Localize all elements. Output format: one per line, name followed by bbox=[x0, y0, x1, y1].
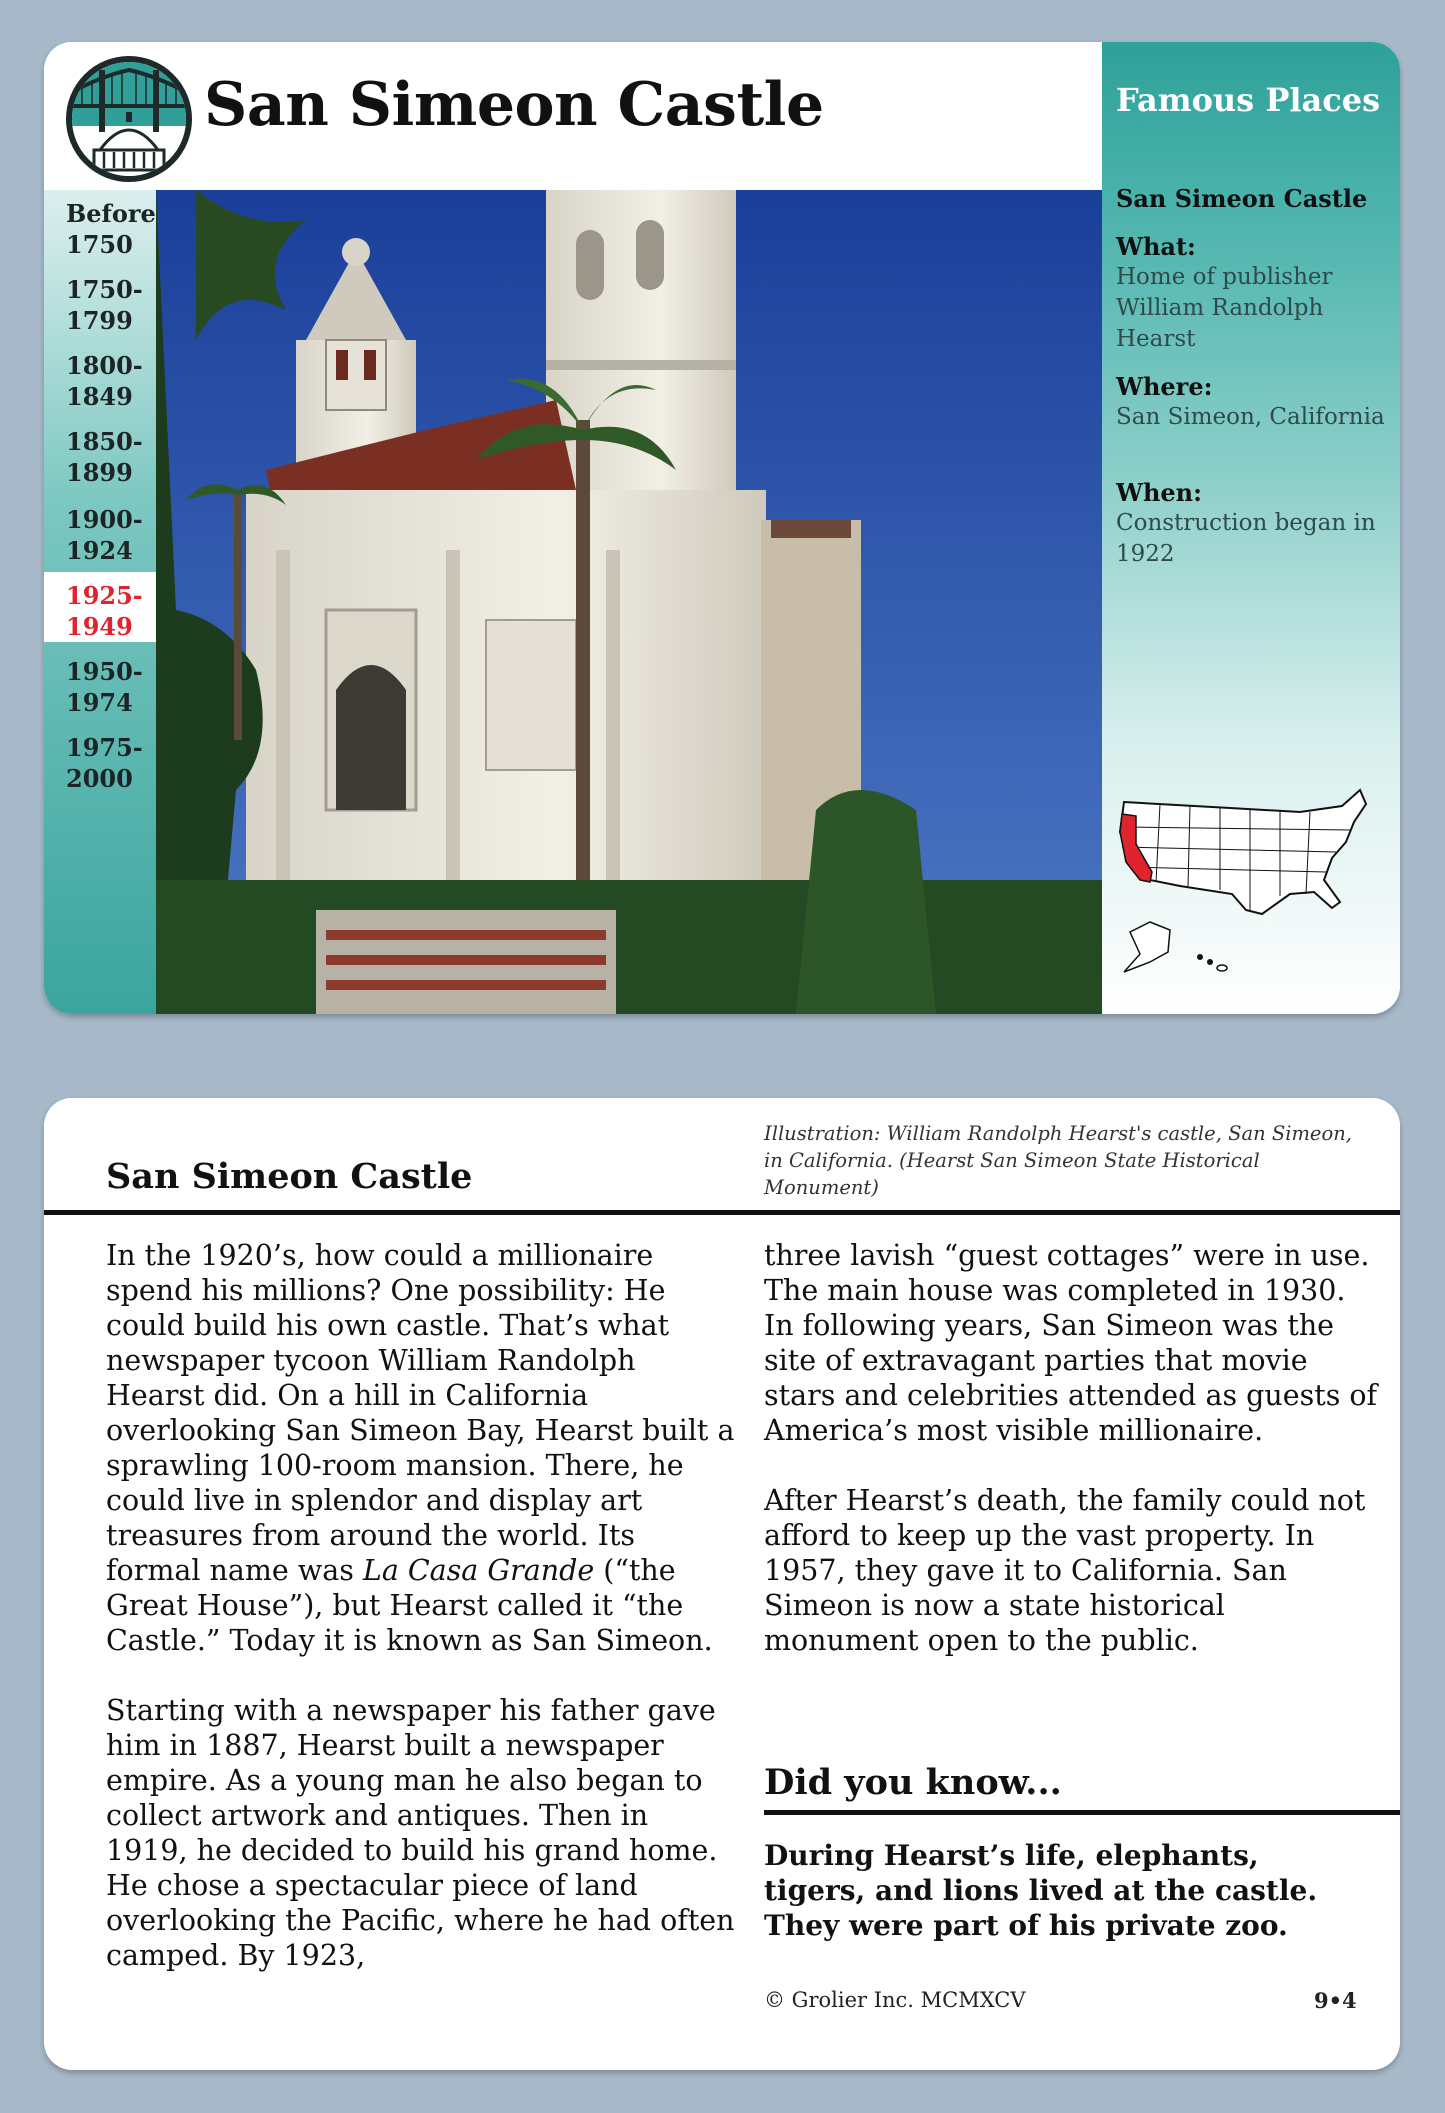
illustration-caption: Illustration: William Randolph Hearst's castle, San Simeon, in California. (Hearst San Simeon State Historical Monument) bbox=[764, 1122, 1352, 1199]
what-value: Home of publisher William Randolph Hearst bbox=[1116, 264, 1333, 352]
copyright: © Grolier Inc. MCMXCV bbox=[764, 1988, 1026, 2012]
back-header bbox=[44, 1098, 1400, 1216]
bridge-dome-logo-icon bbox=[66, 56, 192, 182]
italic-name: La Casa Grande bbox=[362, 1554, 595, 1587]
header-rule bbox=[44, 1210, 1400, 1215]
did-you-know-title: Did you know... bbox=[764, 1762, 1062, 1803]
era-item: 1950-1974 bbox=[66, 657, 143, 717]
era-item: 1850-1899 bbox=[66, 427, 143, 487]
did-you-know-text: During Hearst’s life, elephants, tigers, and lions lived at the castle. They were part of his private zoo. bbox=[764, 1839, 1318, 1942]
era-item-active: 1925-1949 bbox=[44, 572, 156, 642]
back-card bbox=[44, 1098, 1400, 2070]
right-column bbox=[764, 1238, 1384, 1693]
era-item: 1750-1799 bbox=[66, 275, 143, 335]
when-value: Construction began in 1922 bbox=[1116, 510, 1376, 567]
era-item: 1900-1924 bbox=[66, 505, 143, 565]
did-you-know-rule bbox=[764, 1810, 1400, 1815]
paragraph bbox=[106, 1238, 736, 1658]
card-number: 9•4 bbox=[1314, 1988, 1357, 2013]
front-title: San Simeon Castle bbox=[204, 70, 824, 140]
text-run: (“the Great House”), but Hearst called it “the Castle.” Today it is known as San Simeon. bbox=[106, 1554, 713, 1657]
paragraph: After Hearst’s death, the family could not afford to keep up the vast property. In 1957, they gave it to California. San Simeon is now a state historical monument open to the public. bbox=[764, 1484, 1366, 1657]
category-label: Famous Places bbox=[1116, 81, 1381, 119]
era-item: 1800-1849 bbox=[66, 351, 143, 411]
where-label: Where: bbox=[1116, 372, 1213, 401]
era-item: Before 1750 bbox=[66, 199, 156, 259]
back-title: San Simeon Castle bbox=[106, 1156, 473, 1197]
usa-map-icon bbox=[1110, 782, 1380, 982]
paragraph: Starting with a newspaper his father gave him in 1887, Hearst built a newspaper empire. As a young man he also began to collect artwork and antiques. Then in 1919, he decided to build his grand home. He chose a spectacular piece of land overlooking the Pacific, where he had often camped. By 1923, bbox=[106, 1694, 735, 1972]
when-label: When: bbox=[1116, 478, 1202, 507]
panel-topic: San Simeon Castle bbox=[1116, 184, 1368, 213]
era-item: 1975-2000 bbox=[66, 733, 143, 793]
paragraph: three lavish “guest cottages” were in use. The main house was completed in 1930. In following years, San Simeon was the site of extravagant parties that movie stars and celebrities attended as guests of America’s most visible millionaire. bbox=[764, 1239, 1378, 1447]
front-card bbox=[44, 42, 1400, 1014]
where-value: San Simeon, California bbox=[1116, 404, 1385, 430]
what-label: What: bbox=[1116, 232, 1196, 261]
castle-photo bbox=[156, 190, 1102, 1014]
front-header bbox=[44, 42, 1102, 190]
era-timeline bbox=[44, 190, 156, 1014]
text-run: In the 1920’s, how could a millionaire spend his millions? One possibility: He could build his own castle. That’s what newspaper tycoon William Randolph Hearst did. On a hill in California overlooking San Simeon Bay, Hearst built a sprawling 100-room mansion. There, he could live in splendor and display art treasures from around the world. Its formal name was bbox=[106, 1239, 735, 1587]
left-column bbox=[106, 1238, 736, 2008]
facts-panel bbox=[1102, 42, 1400, 1014]
